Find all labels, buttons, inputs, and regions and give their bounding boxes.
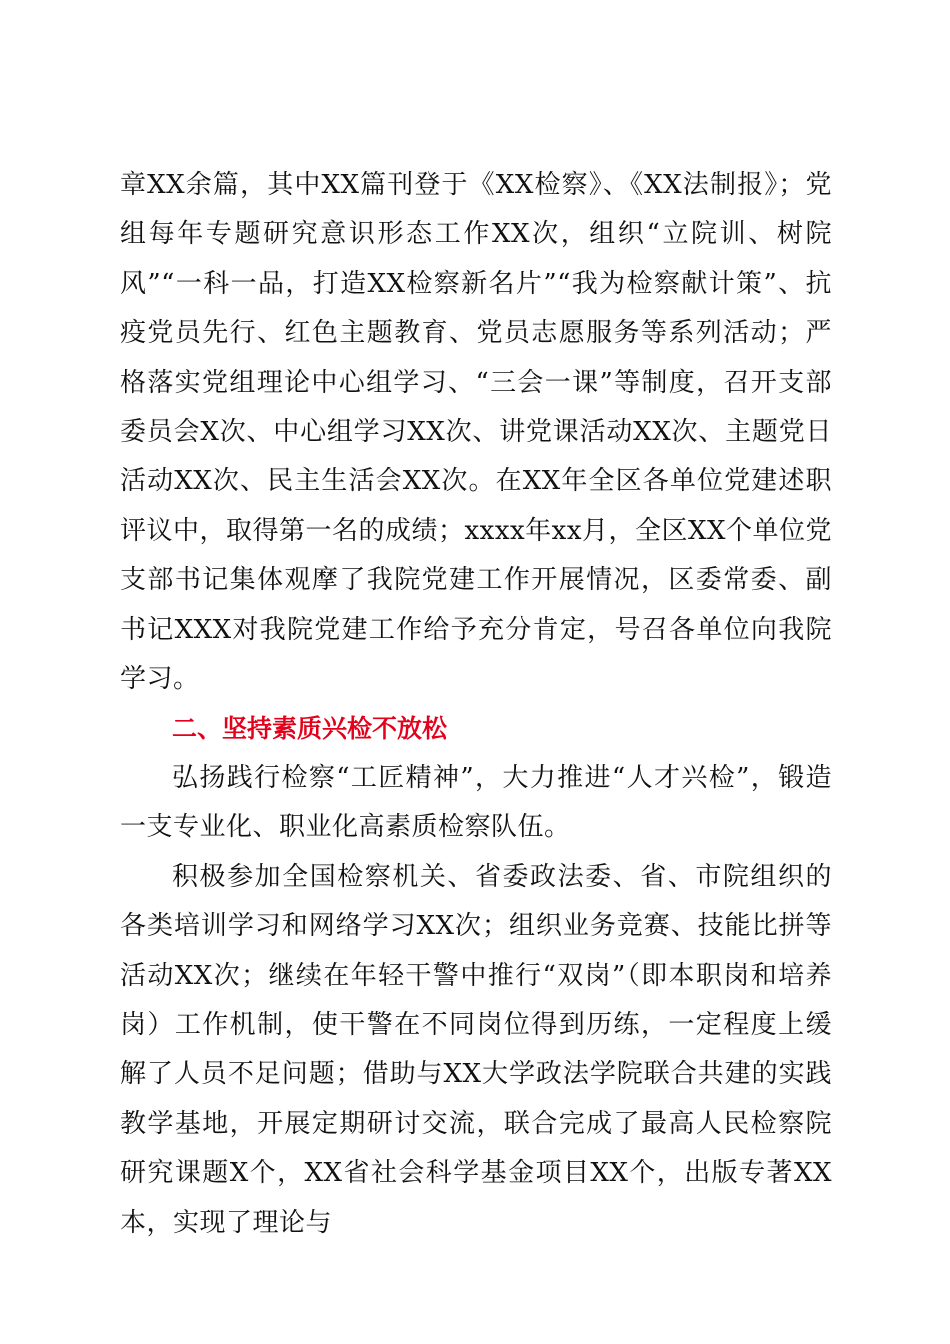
paragraph-craftsman-spirit: 弘扬践行检察“工匠精神”，大力推进“人才兴检”，锻造一支专业化、职业化高素质检察队伍。 [120, 762, 832, 843]
document-body [120, 161, 832, 1248]
section-heading-quality: 二、坚持素质兴检不放松 [172, 714, 448, 744]
paragraph-party-building-continued: 章XX余篇，其中XX篇刊登于《XX检察》、《XX法制报》；党组每年专题研究意识形态工作XX次，组织“立院训、树院风”“一科一品，打造XX检察新名片”“我为检察献计策”、抗疫党员先行、红色主题教育、党员志愿服务等系列活动；严格落实党组理论中心组学习、“三会一课”等制度，召开支部委员会X次、中心组学习XX次、讲党课活动XX次、主题党日活动XX次、民主生活会XX次。在XX年全区各单位党建述职评议中，取得第一名的成绩；xxxx年xx月，全区XX个单位党支部书记集体观摩了我院党建工作开展情况，区委常委、副书记XXX对我院党建工作给予充分肯定，号召各单位向我院学习。 [120, 170, 832, 695]
paragraph-training-activities: 积极参加全国检察机关、省委政法委、省、市院组织的各类培训学习和网络学习XX次；组织业务竞赛、技能比拼等活动XX次；继续在年轻干警中推行“双岗”（即本职岗和培养岗）工作机制，使干警在不同岗位得到历练，一定程度上缓解了人员不足问题；借助与XX大学政法学院联合共建的实践教学基地，开展定期研讨交流，联合完成了最高人民检察院研究课题X个，XX省社会科学基金项目XX个，出版专著XX本，实现了理论与 [120, 861, 832, 1238]
